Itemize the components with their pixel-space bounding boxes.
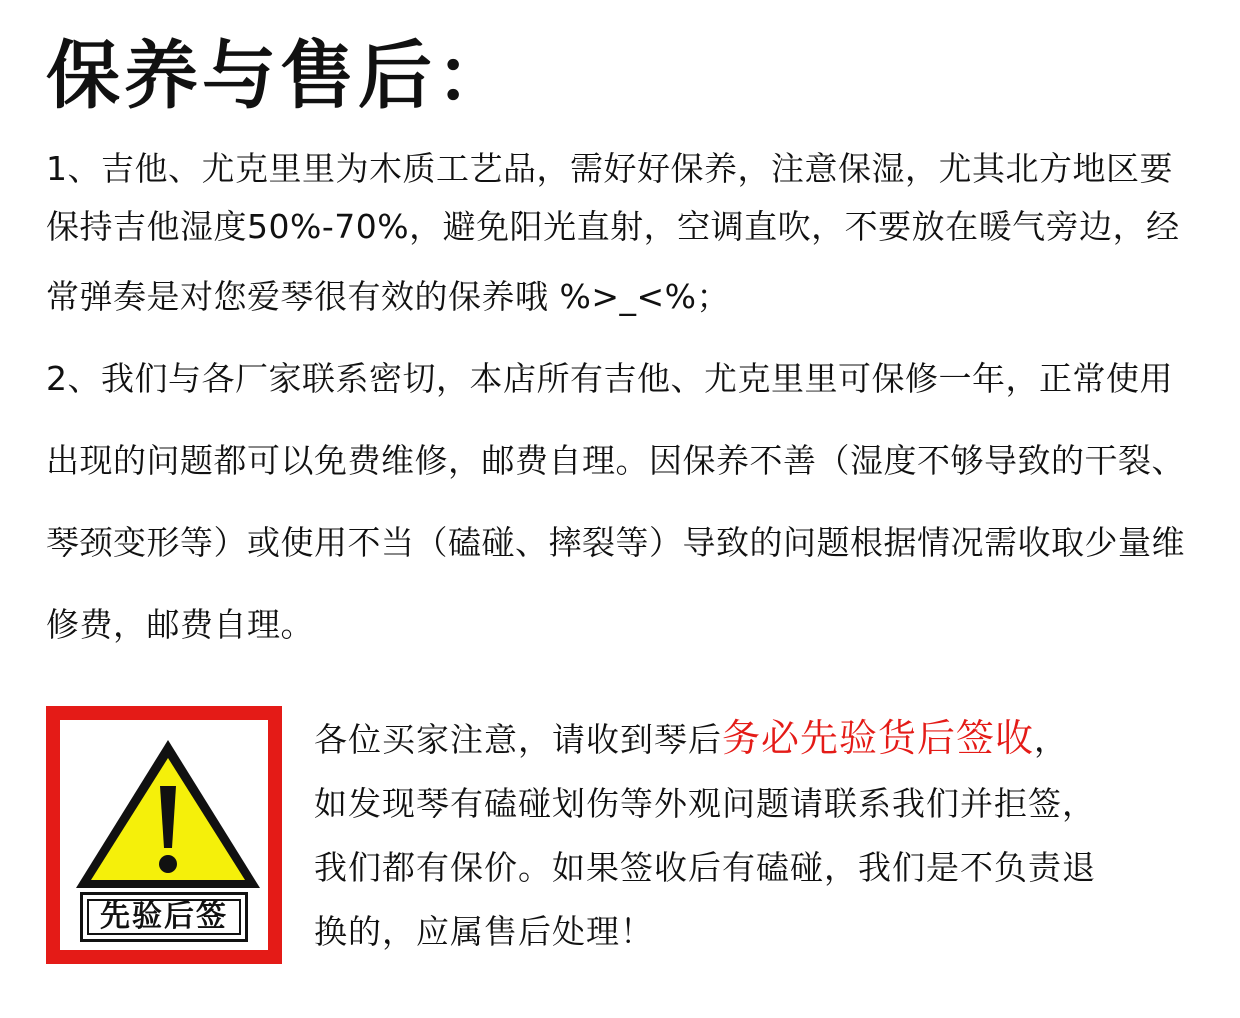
inspect-before-sign-badge — [46, 706, 282, 964]
notice-highlight: 务必先验货后签收 — [722, 716, 1035, 760]
warranty-line: 修费，邮费自理。 — [46, 605, 314, 644]
warranty-line: 琴颈变形等）或使用不当（磕碰、摔裂等）导致的问题根据情况需收取少量维 — [46, 523, 1185, 562]
care-line: 1、吉他、尤克里里为木质工艺品，需好好保养，注意保湿，尤其北方地区要 — [46, 149, 1173, 188]
sign-label: 先验后签 — [80, 892, 248, 942]
care-line: 常弹奏是对您爱琴很有效的保养哦 %>_<%； — [46, 277, 731, 316]
warranty-line: 2、我们与各厂家联系密切，本店所有吉他、尤克里里可保修一年，正常使用 — [46, 359, 1173, 398]
care-line: 保持吉他湿度50%-70%，避免阳光直射，空调直吹，不要放在暖气旁边，经 — [46, 207, 1180, 246]
buyer-notice — [314, 706, 1214, 964]
warning-triangle-icon — [70, 734, 266, 894]
warranty-line: 出现的问题都可以免费维修，邮费自理。因保养不善（湿度不够导致的干裂、 — [46, 441, 1185, 480]
notice-line: 我们都有保价。如果签收后有磕碰，我们是不负责退 — [314, 848, 1096, 887]
notice-line — [314, 706, 1214, 772]
care-section — [46, 140, 1206, 666]
notice-line: 换的，应属售后处理！ — [314, 912, 654, 951]
notice-text: 各位买家注意，请收到琴后 — [314, 720, 722, 759]
page-title: 保养与售后： — [46, 33, 514, 119]
notice-text: ， — [1034, 720, 1069, 759]
notice-line: 如发现琴有磕碰划伤等外观问题请联系我们并拒签， — [314, 784, 1096, 823]
